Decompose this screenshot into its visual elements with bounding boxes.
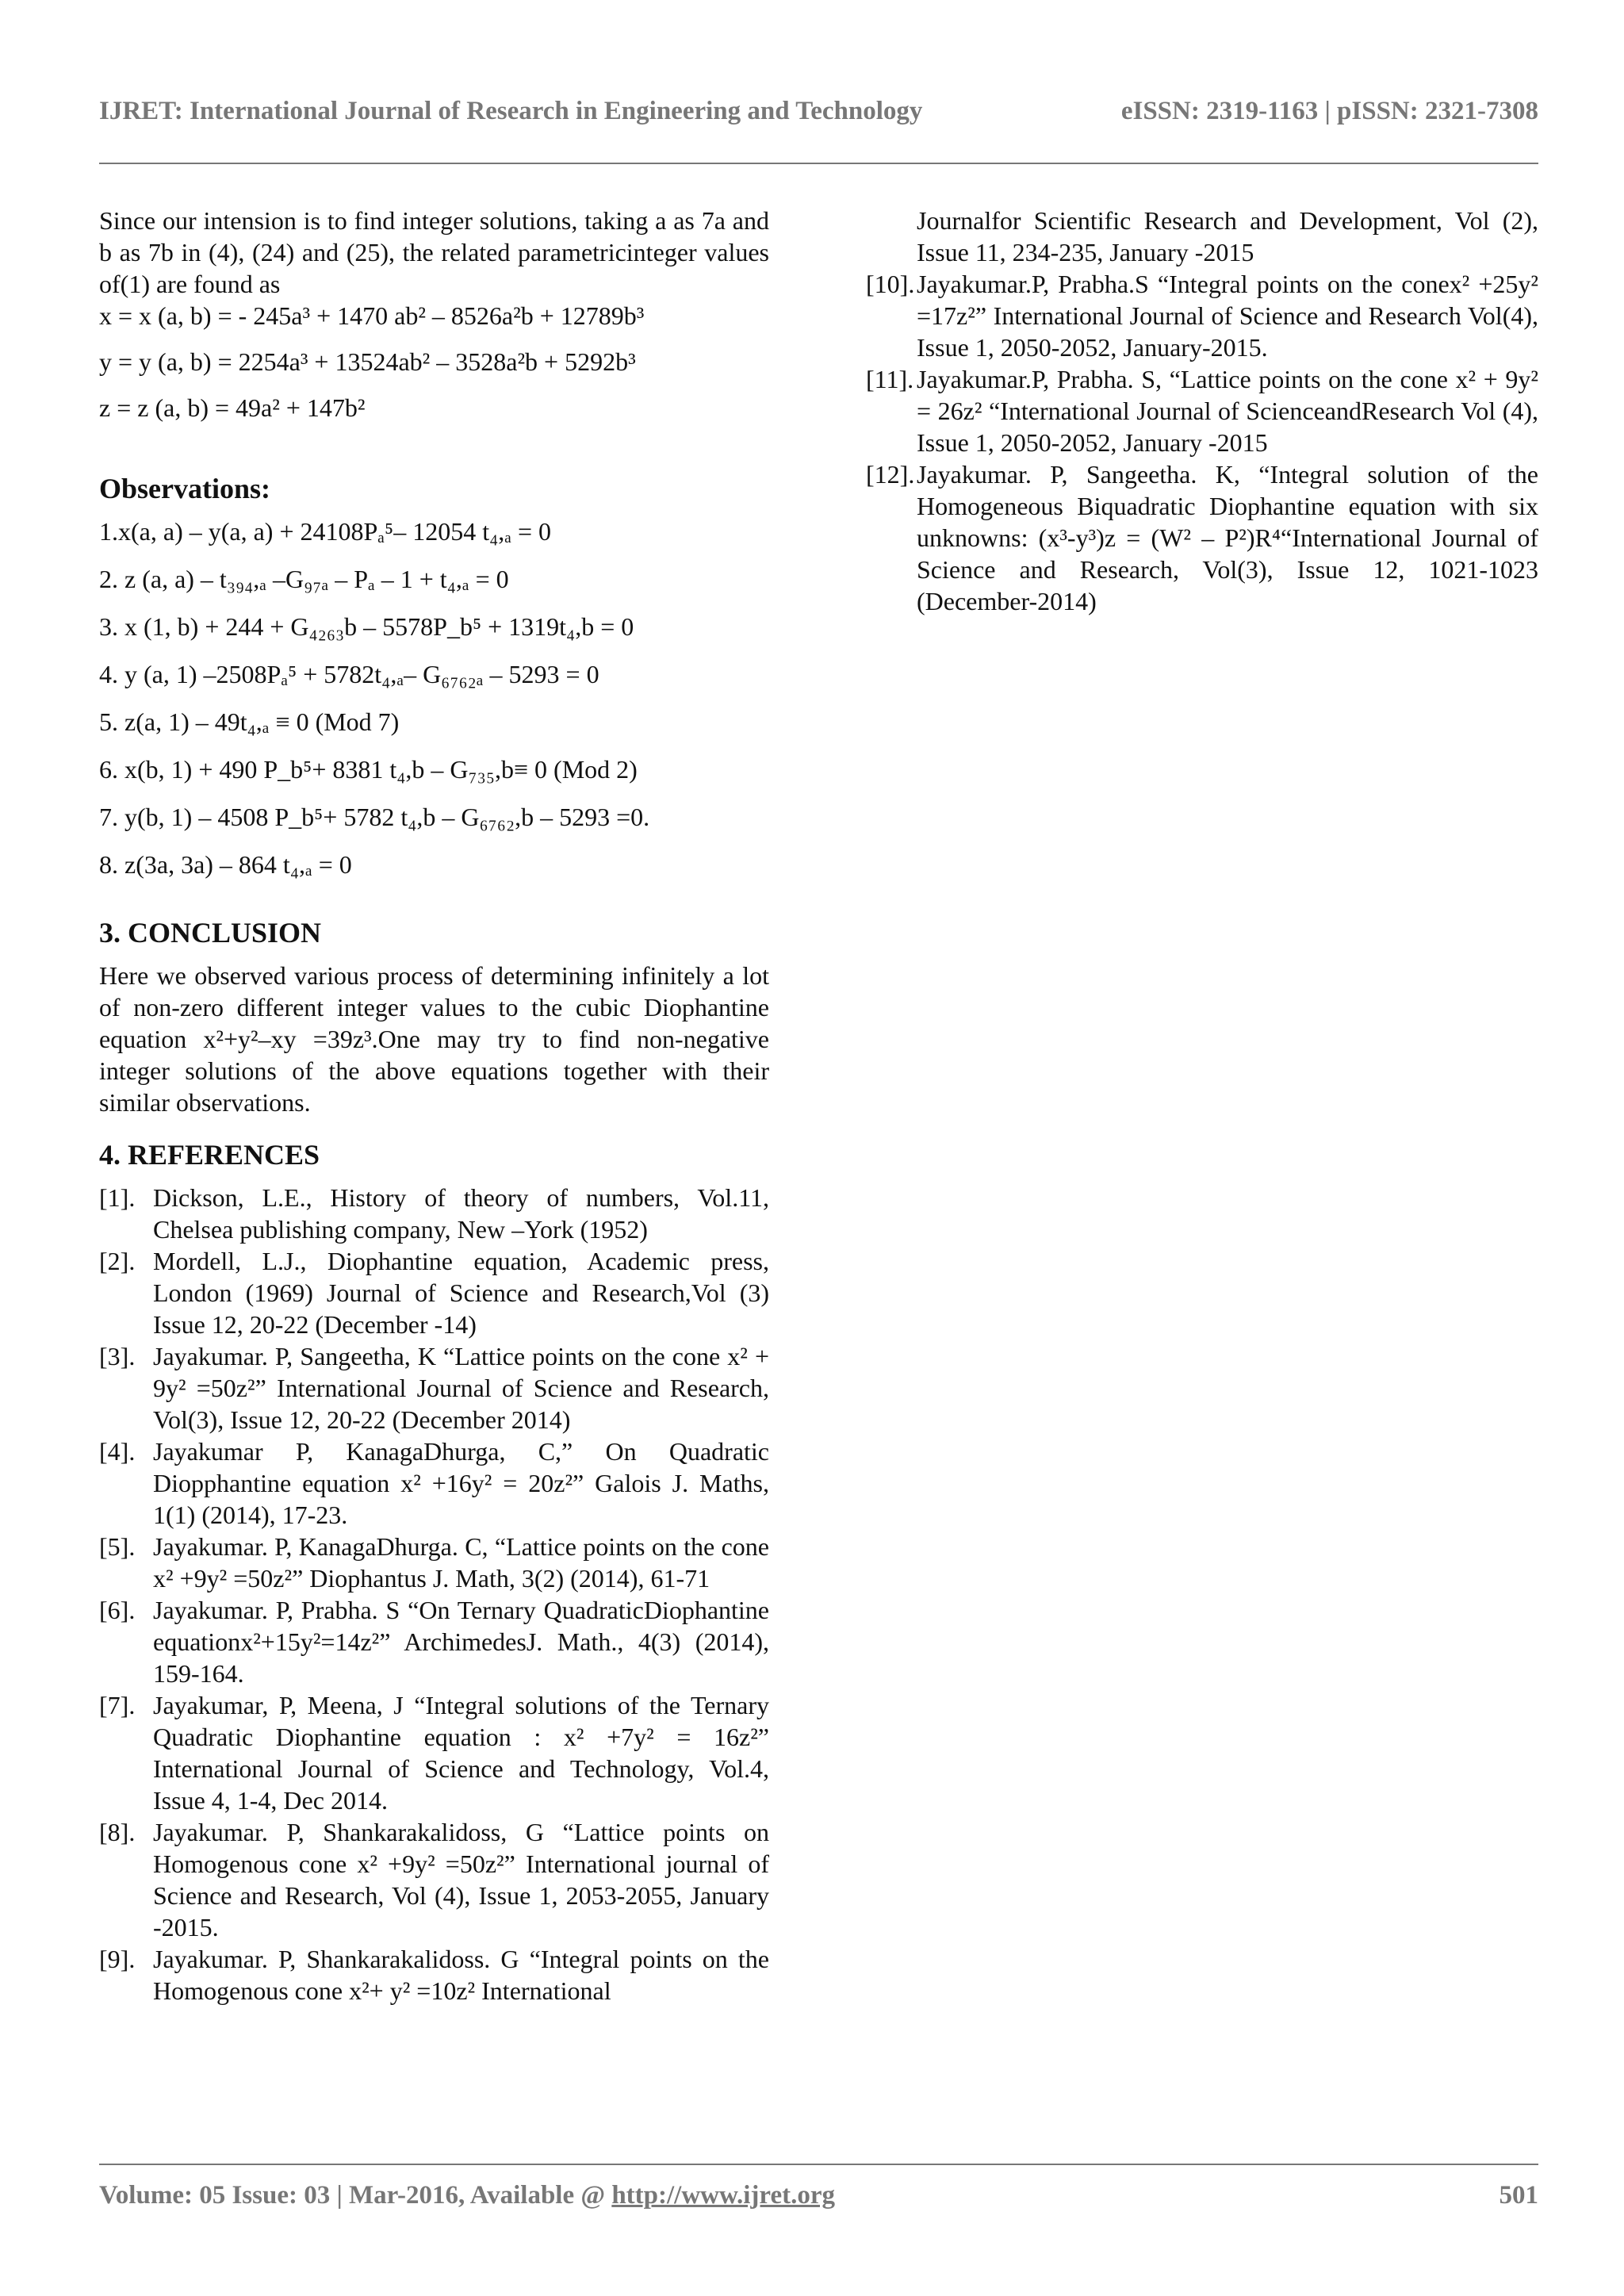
equation-z: z = z (a, b) = 49a² + 147b² bbox=[99, 393, 366, 422]
reference-text: Jayakumar. P, Prabha. S “On Ternary QuadraticDiophantine equationx²+15y²=14z²” ArchimedesJ. Math., 4(3) (2014), 159-164. bbox=[153, 1596, 769, 1688]
reference-text: Jayakumar. P, KanagaDhurga. C, “Lattice points on the cone x² +9y² =50z²” Diophantus J. Math, 3(2) (2014), 61-71 bbox=[153, 1532, 769, 1593]
reference-number: [5]. bbox=[99, 1532, 136, 1561]
reference-text: Jayakumar.P, Prabha.S “Integral points on the conex² +25y² =17z²” International Journal of Science and Research Vol(4), Issue 1, 2050-2052, January-2015. bbox=[917, 270, 1538, 362]
issn-info: eISSN: 2319-1163 | pISSN: 2321-7308 bbox=[1120, 97, 1538, 125]
footer-divider bbox=[99, 2164, 1538, 2165]
reference-text: Jayakumar P, KanagaDhurga, C,” On Quadratic Diopphantine equation x² +16y² = 20z²” Galois J. Maths, 1(1) (2014), 17-23. bbox=[153, 1437, 769, 1529]
reference-item bbox=[99, 1340, 769, 1435]
reference-number: [2]. bbox=[99, 1247, 136, 1275]
observation-item: 5. z(a, 1) – 49t₄,ₐ ≡ 0 (Mod 7) bbox=[99, 707, 400, 736]
observation-item: 1.x(a, a) – y(a, a) + 24108Pₐ⁵– 12054 t₄,ₐ = 0 bbox=[99, 517, 552, 546]
reference-item bbox=[866, 458, 1538, 617]
reference-item bbox=[99, 1943, 769, 2007]
reference-item bbox=[866, 268, 1538, 363]
observation-item: 7. y(b, 1) – 4508 P_b⁵+ 5782 t₄,b – G₆₇₆₂,b – 5293 =0. bbox=[99, 803, 650, 831]
intro-paragraph: Since our intension is to find integer solutions, taking a as 7a and b as 7b in (4), (24) and (25), the related parametricinteger values of(1) are found as bbox=[99, 206, 769, 298]
reference-item bbox=[866, 363, 1538, 458]
reference-item bbox=[99, 1182, 769, 1245]
equation-x: x = x (a, b) = - 245a³ + 1470 ab² – 8526a²b + 12789b³ bbox=[99, 301, 645, 330]
reference-item bbox=[99, 1594, 769, 1689]
observation-item: 8. z(3a, 3a) – 864 t₄,ₐ = 0 bbox=[99, 850, 352, 879]
references-heading: 4. REFERENCES bbox=[99, 1139, 320, 1171]
reference-number: [9]. bbox=[99, 1945, 136, 1973]
observations-heading: Observations: bbox=[99, 473, 270, 504]
reference-number: [1]. bbox=[99, 1183, 136, 1212]
reference-number: [4]. bbox=[99, 1437, 136, 1466]
page-footer bbox=[99, 2181, 1538, 2210]
reference-item bbox=[99, 1245, 769, 1340]
reference-text: Jayakumar. P, Sangeetha, K “Lattice points on the cone x² + 9y² =50z²” International Journal of Science and Research, Vol(3), Issue 12, 20-22 (December 2014) bbox=[153, 1342, 769, 1434]
observation-item: 6. x(b, 1) + 490 P_b⁵+ 8381 t₄,b – G₇₃₅,b≡ 0 (Mod 2) bbox=[99, 755, 638, 784]
reference-text: Dickson, L.E., History of theory of numbers, Vol.11, Chelsea publishing company, New –York (1952) bbox=[153, 1183, 769, 1244]
reference-text: Jayakumar, P, Meena, J “Integral solutions of the Ternary Quadratic Diophantine equation : x² +7y² = 16z²” International Journal of Science and Technology, Vol.4, Issue 4, 1-4, Dec 2014. bbox=[153, 1691, 769, 1815]
reference-item bbox=[99, 1531, 769, 1594]
volume-text: Volume: 05 Issue: 03 | Mar-2016, Available @ bbox=[99, 2181, 606, 2210]
reference-text: Jayakumar. P, Shankarakalidoss. G “Integral points on the Homogenous cone x²+ y² =10z² International bbox=[153, 1945, 769, 2005]
reference-number: [11]. bbox=[866, 365, 914, 393]
reference-text: Jayakumar. P, Shankarakalidoss, G “Lattice points on Homogenous cone x² +9y² =50z²” International journal of Science and Research, Vol (4), Issue 1, 2053-2055, January -2015. bbox=[153, 1818, 769, 1941]
conclusion-heading: 3. CONCLUSION bbox=[99, 917, 322, 949]
reference-number: [3]. bbox=[99, 1342, 136, 1370]
reference-number: [7]. bbox=[99, 1691, 136, 1719]
reference-text: Jayakumar. P, Sangeetha. K, “Integral solution of the Homogeneous Biquadratic Diophantine equation with six unknowns: (x³-y³)z = (W² – P²)R⁴“International Journal of Science and Research, Vol(3), Issue 12, 1021-1023 (December-2014) bbox=[917, 460, 1538, 615]
observation-item: 3. x (1, b) + 244 + G₄₂₆₃b – 5578P_b⁵ + 1319t₄,b = 0 bbox=[99, 612, 634, 641]
right-column bbox=[866, 205, 1538, 617]
observation-item: 2. z (a, a) – t₃₉₄,ₐ –G₉₇ₐ – Pₐ – 1 + t₄,ₐ = 0 bbox=[99, 565, 509, 593]
left-column bbox=[99, 205, 769, 2007]
observation-item: 4. y (a, 1) –2508Pₐ⁵ + 5782t₄,ₐ– G₆₇₆₂ₐ – 5293 = 0 bbox=[99, 660, 599, 688]
reference-item bbox=[99, 1816, 769, 1943]
reference-text: Jayakumar.P, Prabha. S, “Lattice points on the cone x² + 9y² = 26z² “International Journal of ScienceandResearch Vol (4), Issue 1, 2050-2052, January -2015 bbox=[917, 365, 1538, 457]
reference-number: [12]. bbox=[866, 460, 915, 489]
reference-text: Mordell, L.J., Diophantine equation, Academic press, London (1969) Journal of Science and Research,Vol (3) Issue 12, 20-22 (December -14) bbox=[153, 1247, 769, 1339]
reference-number: [10]. bbox=[866, 270, 915, 298]
journal-link[interactable]: http://www.ijret.org bbox=[611, 2181, 835, 2210]
page-header bbox=[99, 97, 1538, 126]
journal-title: IJRET: International Journal of Research in Engineering and Technology bbox=[99, 97, 923, 125]
conclusion-paragraph: Here we observed various process of determining infinitely a lot of non-zero different integer values to the cubic Diophantine equation x²+y²–xy =39z³.One may try to find non-negative integer solutions of the above equations together with their similar observations. bbox=[99, 961, 769, 1117]
header-divider bbox=[99, 163, 1538, 164]
reference-number: [6]. bbox=[99, 1596, 136, 1624]
reference-item bbox=[99, 1689, 769, 1816]
reference-continuation: Journalfor Scientific Research and Development, Vol (2), Issue 11, 234-235, January -2015 bbox=[917, 206, 1538, 266]
page-number: 501 bbox=[1499, 2181, 1538, 2210]
reference-number: [8]. bbox=[99, 1818, 136, 1846]
reference-item bbox=[99, 1435, 769, 1531]
footer-volume-info bbox=[99, 2181, 835, 2210]
equation-y: y = y (a, b) = 2254a³ + 13524ab² – 3528a²b + 5292b³ bbox=[99, 347, 636, 376]
